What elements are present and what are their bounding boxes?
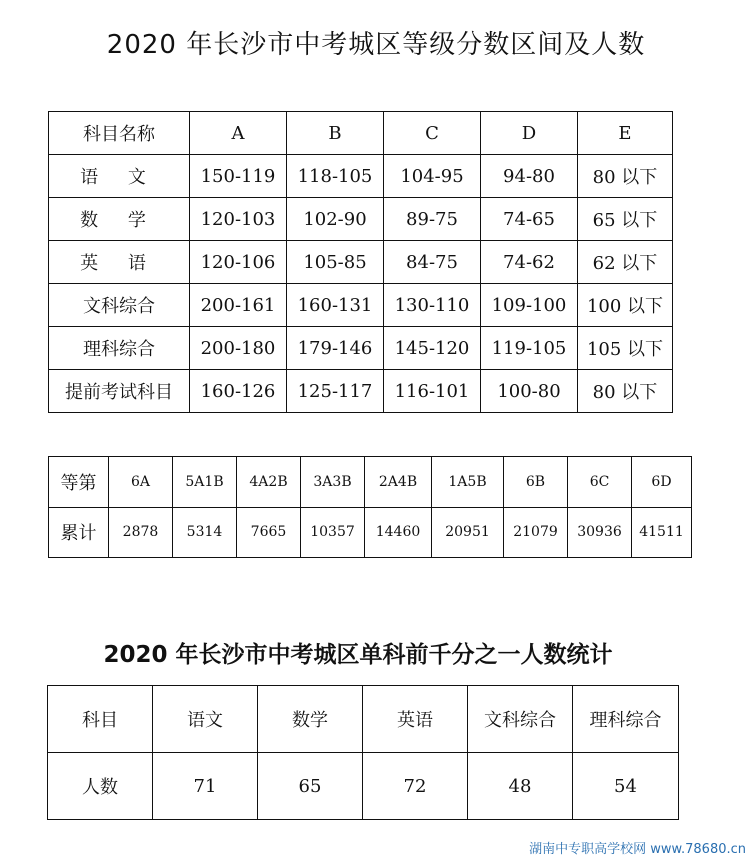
- count-cell: 48: [468, 753, 573, 820]
- range-cell: 200-161: [190, 284, 287, 327]
- range-cell: 74-65: [481, 198, 578, 241]
- grade-score-range-table: [48, 111, 673, 413]
- table-row: [48, 753, 679, 820]
- header-cell: D: [481, 112, 578, 155]
- header-cell: E: [578, 112, 673, 155]
- range-cell: 150-119: [190, 155, 287, 198]
- range-cell: 104-95: [384, 155, 481, 198]
- grade-cell: 5A1B: [173, 457, 237, 508]
- range-cell: 84-75: [384, 241, 481, 284]
- header-cell: A: [190, 112, 287, 155]
- grade-cell: 3A3B: [301, 457, 365, 508]
- count-cell: 71: [153, 753, 258, 820]
- range-cell: 120-103: [190, 198, 287, 241]
- table-row: [49, 284, 673, 327]
- header-cell: 英语: [363, 686, 468, 753]
- grade-cell: 6D: [632, 457, 692, 508]
- range-cell: 125-117: [287, 370, 384, 413]
- range-cell: 89-75: [384, 198, 481, 241]
- total-cell: 20951: [432, 507, 504, 558]
- range-cell: 120-106: [190, 241, 287, 284]
- header-cell: 理科综合: [573, 686, 679, 753]
- range-cell: 118-105: [287, 155, 384, 198]
- total-cell: 2878: [109, 507, 173, 558]
- total-cell: 10357: [301, 507, 365, 558]
- header-cell: 科目: [48, 686, 153, 753]
- subject-cell: 理科综合: [49, 327, 190, 370]
- table-row: [49, 198, 673, 241]
- range-cell: 80 以下: [578, 155, 673, 198]
- count-cell: 54: [573, 753, 679, 820]
- range-cell: 145-120: [384, 327, 481, 370]
- range-cell: 62 以下: [578, 241, 673, 284]
- grade-cell: 6C: [568, 457, 632, 508]
- subject-cell: 文科综合: [49, 284, 190, 327]
- range-cell: 80 以下: [578, 370, 673, 413]
- count-cell: 65: [258, 753, 363, 820]
- subject-cell: 提前考试科目: [49, 370, 190, 413]
- table-row: [49, 241, 673, 284]
- total-cell: 7665: [237, 507, 301, 558]
- subject-cell: 英 语: [49, 241, 190, 284]
- grade-cell: 4A2B: [237, 457, 301, 508]
- range-cell: 100 以下: [578, 284, 673, 327]
- table-header-row: [48, 686, 679, 753]
- range-cell: 65 以下: [578, 198, 673, 241]
- count-cell: 72: [363, 753, 468, 820]
- row-label: 等第: [49, 457, 109, 508]
- row-label: 累计: [49, 507, 109, 558]
- header-cell: B: [287, 112, 384, 155]
- watermark: 湖南中专职高学校网 www.78680.cn: [529, 842, 746, 857]
- total-cell: 30936: [568, 507, 632, 558]
- range-cell: 119-105: [481, 327, 578, 370]
- range-cell: 200-180: [190, 327, 287, 370]
- range-cell: 102-90: [287, 198, 384, 241]
- page-title: 2020 年长沙市中考城区等级分数区间及人数: [106, 30, 646, 60]
- grade-cell: 2A4B: [365, 457, 432, 508]
- table-row: [49, 155, 673, 198]
- range-cell: 109-100: [481, 284, 578, 327]
- subject-cell: 语 文: [49, 155, 190, 198]
- grade-row: [49, 457, 692, 508]
- range-cell: 116-101: [384, 370, 481, 413]
- grade-cell: 1A5B: [432, 457, 504, 508]
- table-row: [49, 327, 673, 370]
- range-cell: 179-146: [287, 327, 384, 370]
- range-cell: 100-80: [481, 370, 578, 413]
- range-cell: 105 以下: [578, 327, 673, 370]
- header-cell: 数学: [258, 686, 363, 753]
- grade-cell: 6A: [109, 457, 173, 508]
- range-cell: 160-126: [190, 370, 287, 413]
- header-cell: C: [384, 112, 481, 155]
- range-cell: 94-80: [481, 155, 578, 198]
- total-cell: 21079: [504, 507, 568, 558]
- range-cell: 160-131: [287, 284, 384, 327]
- header-cell: 科目名称: [49, 112, 190, 155]
- top-permille-table: [47, 685, 679, 820]
- range-cell: 130-110: [384, 284, 481, 327]
- grade-cell: 6B: [504, 457, 568, 508]
- row-label: 人数: [48, 753, 153, 820]
- header-cell: 语文: [153, 686, 258, 753]
- header-cell: 文科综合: [468, 686, 573, 753]
- range-cell: 74-62: [481, 241, 578, 284]
- total-row: [49, 507, 692, 558]
- section-title: 2020 年长沙市中考城区单科前千分之一人数统计: [103, 642, 613, 668]
- table-row: [49, 370, 673, 413]
- total-cell: 5314: [173, 507, 237, 558]
- subject-cell: 数 学: [49, 198, 190, 241]
- table-header-row: [49, 112, 673, 155]
- range-cell: 105-85: [287, 241, 384, 284]
- total-cell: 41511: [632, 507, 692, 558]
- grade-cumulative-table: [48, 456, 692, 558]
- total-cell: 14460: [365, 507, 432, 558]
